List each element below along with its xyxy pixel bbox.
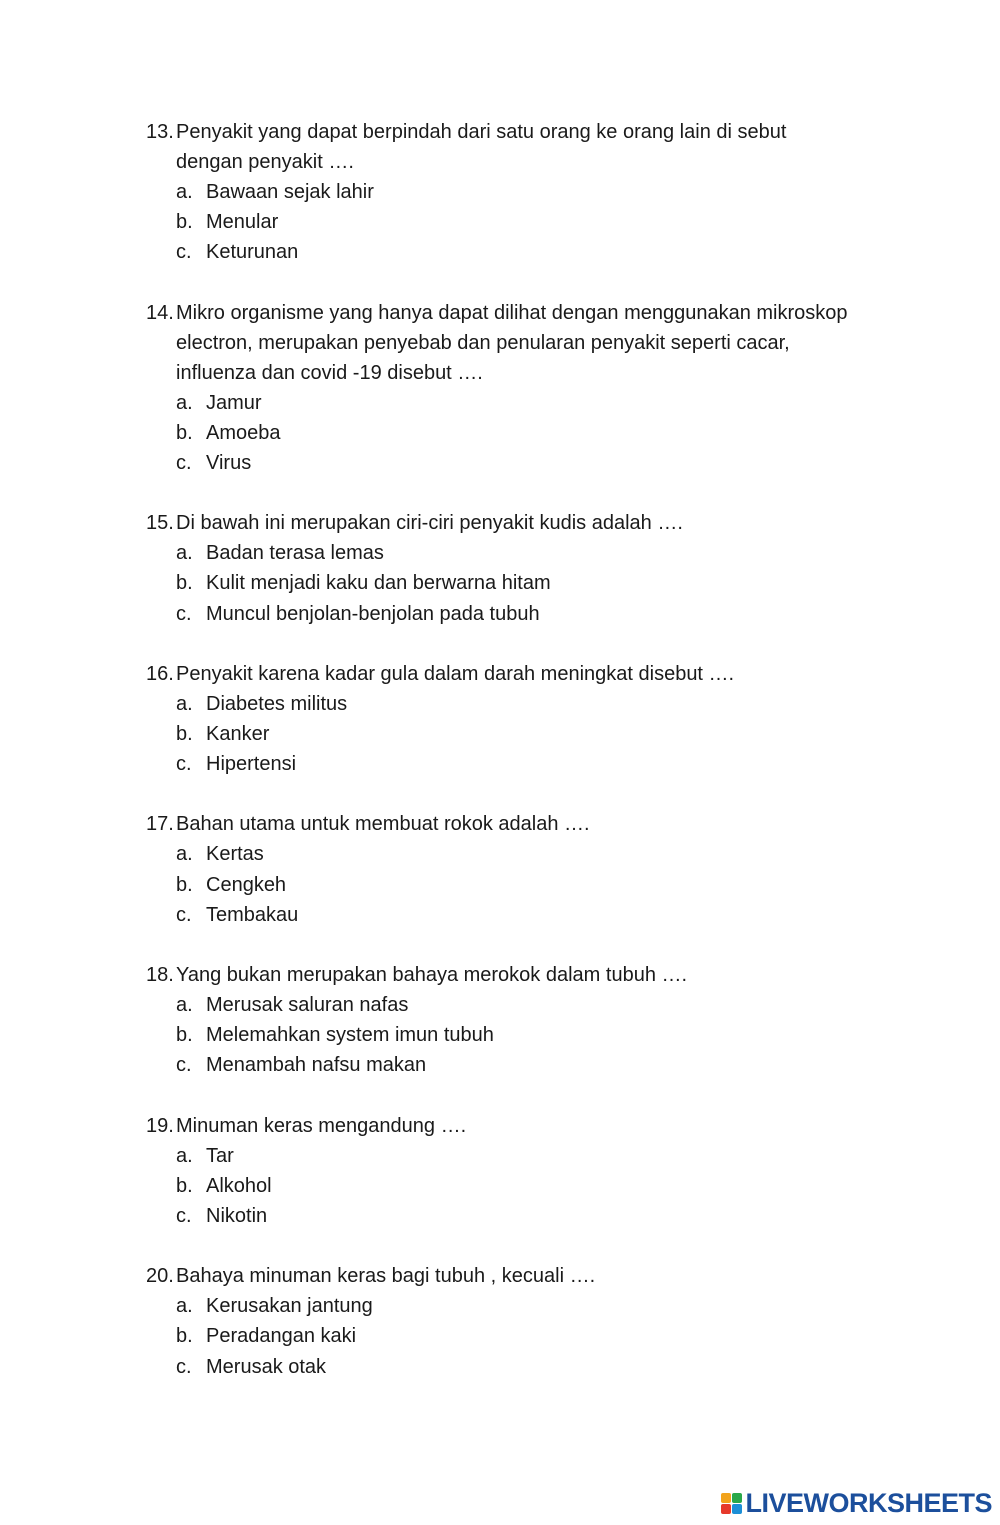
answer-option-a[interactable] [176, 1141, 906, 1171]
option-text: Diabetes militus [206, 692, 348, 715]
liveworksheets-logo[interactable] [721, 1488, 992, 1519]
answer-option-a[interactable] [176, 1291, 906, 1321]
option-letter: a. [176, 692, 193, 715]
answer-option-c[interactable] [176, 1352, 906, 1382]
option-text: Alkohol [206, 1174, 272, 1197]
option-text: Tembakau [206, 903, 299, 926]
option-text: Badan terasa lemas [206, 542, 384, 565]
question-number: 18. [146, 964, 174, 987]
option-letter: a. [176, 1144, 193, 1167]
question-number: 19. [146, 1114, 174, 1137]
option-letter: c. [176, 903, 192, 926]
answer-option-c[interactable] [176, 900, 906, 930]
option-text: Melemahkan system imun tubuh [206, 1024, 494, 1047]
option-text: Merusak saluran nafas [206, 994, 409, 1017]
option-letter: b. [176, 1325, 193, 1348]
option-text: Kulit menjadi kaku dan berwarna hitam [206, 572, 551, 595]
question-17 [146, 809, 906, 930]
option-letter: b. [176, 421, 193, 444]
option-letter: b. [176, 572, 193, 595]
option-text: Kertas [206, 843, 264, 866]
question-15 [146, 508, 906, 629]
option-letter: b. [176, 723, 193, 746]
answer-option-c[interactable] [176, 448, 906, 478]
answer-option-b[interactable] [176, 1171, 906, 1201]
option-text: Nikotin [206, 1205, 268, 1228]
option-letter: b. [176, 873, 193, 896]
answer-option-b[interactable] [176, 418, 906, 448]
option-letter: b. [176, 211, 193, 234]
option-letter: c. [176, 602, 192, 625]
logo-mark-square [721, 1493, 731, 1503]
option-letter: c. [176, 1355, 192, 1378]
option-letter: a. [176, 994, 193, 1017]
question-number: 14. [146, 301, 174, 324]
answer-option-a[interactable] [176, 388, 906, 418]
answer-option-c[interactable] [176, 749, 906, 779]
option-text: Muncul benjolan-benjolan pada tubuh [206, 602, 540, 625]
answer-option-a[interactable] [176, 538, 906, 568]
option-letter: a. [176, 181, 193, 203]
answer-option-a[interactable] [176, 689, 906, 719]
question-number: 16. [146, 662, 174, 685]
option-letter: a. [176, 1295, 193, 1318]
option-text: Merusak otak [206, 1355, 327, 1378]
question-19 [146, 1111, 906, 1232]
option-letter: a. [176, 843, 193, 866]
answer-option-c[interactable] [176, 1201, 906, 1231]
option-text: Hipertensi [206, 753, 297, 776]
logo-mark-square [732, 1504, 742, 1514]
option-letter: c. [176, 452, 192, 475]
question-number: 15. [146, 512, 174, 535]
option-text: Kanker [206, 723, 270, 746]
answer-option-c[interactable] [176, 599, 906, 629]
answer-option-b[interactable] [176, 1321, 906, 1351]
question-text: Yang bukan merupakan bahaya merokok dalam tubuh …. [176, 964, 688, 987]
question-18 [146, 960, 906, 1081]
question-16 [146, 659, 906, 780]
logo-text: LIVEWORKSHEETS [745, 1488, 992, 1518]
option-letter: c. [176, 1205, 192, 1228]
question-text: Bahaya minuman keras bagi tubuh , kecuali …. [176, 1265, 596, 1288]
question-number: 20. [146, 1265, 174, 1288]
option-letter: c. [176, 241, 192, 264]
option-letter: b. [176, 1024, 193, 1047]
question-text: Bahan utama untuk membuat rokok adalah …. [176, 813, 590, 836]
worksheet-page [0, 117, 1000, 1412]
option-text: Peradangan kaki [206, 1325, 357, 1348]
answer-option-b[interactable] [176, 568, 906, 598]
answer-option-a[interactable] [176, 990, 906, 1020]
option-text: Tar [206, 1144, 234, 1167]
option-letter: b. [176, 1174, 193, 1197]
answer-option-a[interactable] [176, 839, 906, 869]
option-text: Jamur [206, 391, 262, 414]
answer-option-b[interactable] [176, 1020, 906, 1050]
option-text: Virus [206, 452, 252, 475]
answer-option-b[interactable] [176, 719, 906, 749]
option-letter: c. [176, 1054, 192, 1077]
logo-mark-square [732, 1493, 742, 1503]
option-letter: a. [176, 391, 193, 414]
option-text: Kerusakan jantung [206, 1295, 373, 1318]
question-text: Penyakit karena kadar gula dalam darah meningkat disebut …. [176, 662, 735, 685]
question-number: 13. [146, 121, 174, 143]
option-text: Cengkeh [206, 873, 287, 896]
question-14 [146, 298, 906, 479]
question-text: Minuman keras mengandung …. [176, 1114, 467, 1137]
question-20 [146, 1261, 906, 1382]
question-text: Mikro organisme yang hanya dapat dilihat dengan menggunakan mikroskop electron, merupakan penyebab dan penularan penyakit seperti cacar, influenza dan covid -19 disebut …. [176, 301, 848, 384]
answer-option-b[interactable] [176, 207, 906, 237]
option-letter: c. [176, 753, 192, 776]
option-text: Bawaan sejak lahir [206, 181, 374, 203]
answer-option-a[interactable] [176, 177, 906, 207]
answer-option-b[interactable] [176, 870, 906, 900]
question-number: 17. [146, 813, 174, 836]
question-13 [146, 117, 906, 268]
answer-option-c[interactable] [176, 1050, 906, 1080]
question-text: Di bawah ini merupakan ciri-ciri penyakit kudis adalah …. [176, 512, 683, 535]
option-text: Menambah nafsu makan [206, 1054, 427, 1077]
logo-icon [721, 1493, 742, 1514]
option-letter: a. [176, 542, 193, 565]
answer-option-c[interactable] [176, 237, 906, 267]
logo-mark-square [721, 1504, 731, 1514]
question-text: Penyakit yang dapat berpindah dari satu orang ke orang lain di sebut dengan penyakit …. [176, 121, 787, 173]
option-text: Keturunan [206, 241, 299, 264]
option-text: Menular [206, 211, 279, 234]
option-text: Amoeba [206, 421, 281, 444]
